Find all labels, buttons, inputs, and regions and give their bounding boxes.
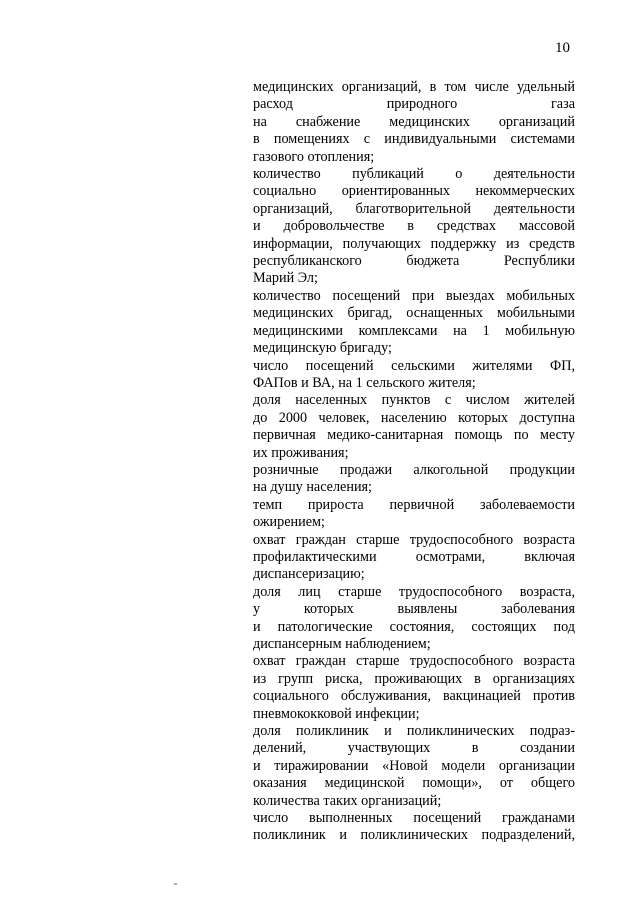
indicator-paragraph — [253, 462, 575, 497]
text-line: число выполненных посещений гражданами — [253, 810, 575, 827]
indicator-paragraph — [253, 810, 575, 845]
text-line: ФАПов и ВА, на 1 сельского жителя; — [253, 374, 476, 391]
text-line: Марий Эл; — [253, 270, 318, 287]
text-line: охват граждан старше трудоспособного возраста — [253, 653, 575, 670]
indicator-paragraph — [253, 288, 575, 358]
text-line: информации, получающих поддержку из средств — [253, 235, 575, 252]
text-line: медицинскую бригаду; — [253, 340, 392, 357]
text-line: медицинских бригад, оснащенных мобильными — [253, 305, 575, 322]
text-line: темп прироста первичной заболеваемости — [253, 496, 575, 513]
indicator-paragraph — [253, 358, 575, 393]
text-line: диспансеризацию; — [253, 566, 365, 583]
indicator-paragraph — [253, 532, 575, 584]
text-line: их проживания; — [253, 444, 349, 461]
text-line: на снабжение медицинских организаций — [253, 113, 575, 130]
text-line: число посещений сельскими жителями ФП, — [253, 357, 575, 374]
text-line: и тиражировании «Новой модели организации — [253, 757, 575, 774]
text-line: делений, участвующих в создании — [253, 740, 575, 757]
scan-artifact — [174, 883, 177, 885]
text-line: республиканского бюджета Республики — [253, 253, 575, 270]
indicator-paragraph — [253, 584, 575, 654]
text-line: поликлиник и поликлинических подразделений, — [253, 827, 575, 844]
text-line: доля лиц старше трудоспособного возраста, — [253, 583, 575, 600]
document-body — [253, 79, 575, 845]
text-line: на душу населения; — [253, 479, 373, 496]
text-line: количество публикаций о деятельности — [253, 166, 575, 183]
text-line: розничные продажи алкогольной продукции — [253, 461, 575, 478]
text-line: ожирением; — [253, 514, 325, 531]
text-line: медицинскими комплексами на 1 мобильную — [253, 322, 575, 339]
indicator-paragraph — [253, 166, 575, 288]
text-line: социально ориентированных некоммерческих — [253, 183, 575, 200]
text-line: из групп риска, проживающих в организациях — [253, 670, 575, 687]
indicator-paragraph — [253, 653, 575, 723]
text-line: расход природного газа — [253, 96, 575, 113]
text-line: организаций, благотворительной деятельности — [253, 200, 575, 217]
text-line: социального обслуживания, вакцинацией против — [253, 688, 575, 705]
text-line: количества таких организаций; — [253, 792, 442, 809]
text-line: и добровольчестве в средствах массовой — [253, 218, 575, 235]
indicator-paragraph — [253, 723, 575, 810]
text-line: оказания медицинской помощи», от общего — [253, 775, 575, 792]
text-line: и патологические состояния, состоящих под — [253, 618, 575, 635]
indicator-paragraph — [253, 392, 575, 462]
text-line: в помещениях с индивидуальными системами — [253, 131, 575, 148]
text-line: первичная медико-санитарная помощь по месту — [253, 427, 575, 444]
indicator-paragraph — [253, 497, 575, 532]
text-line: медицинских организаций, в том числе удельный — [253, 79, 575, 95]
text-line: до 2000 человек, населению которых доступна — [253, 409, 575, 426]
text-line: доля поликлиник и поликлинических подраз- — [253, 723, 575, 740]
text-line: профилактическими осмотрами, включая — [253, 548, 575, 565]
page-number: 10 — [555, 40, 570, 56]
text-line: диспансерным наблюдением; — [253, 636, 431, 652]
text-line: пневмококковой инфекции; — [253, 705, 420, 722]
text-line: количество посещений при выездах мобильных — [253, 287, 575, 304]
indicator-paragraph — [253, 79, 575, 166]
text-line: у которых выявлены заболевания — [253, 601, 575, 618]
text-line: газового отопления; — [253, 148, 375, 165]
text-line: охват граждан старше трудоспособного возраста — [253, 531, 575, 548]
text-line: доля населенных пунктов с числом жителей — [253, 392, 575, 409]
